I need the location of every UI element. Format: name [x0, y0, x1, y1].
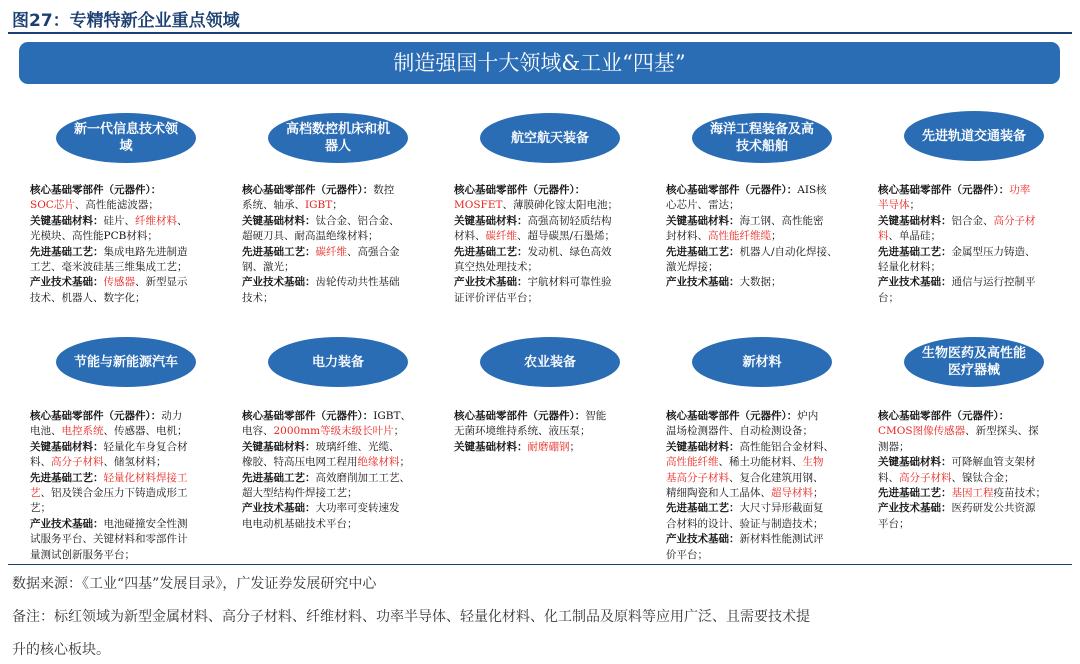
category-label: 产业技术基础：	[454, 276, 528, 289]
remark-line-2: 升的核心板块。	[12, 642, 110, 658]
description-text: 数控	[373, 184, 395, 196]
field-description-5	[878, 183, 1078, 306]
highlighted-term: MOSFET	[454, 199, 503, 212]
description-text: 料、	[878, 471, 899, 484]
description-line	[878, 198, 1078, 213]
description-line	[666, 214, 866, 229]
description-line	[666, 517, 866, 532]
description-line	[666, 409, 866, 424]
highlighted-term: CMOS图像传感器	[878, 425, 966, 438]
description-text: 工艺、毫米波硅基三维集成工艺；	[30, 261, 188, 274]
description-line	[666, 245, 866, 260]
field-description-7	[242, 409, 442, 532]
field-description-2	[242, 183, 442, 306]
description-text: 大尺寸异形截面复	[739, 502, 824, 515]
highlighted-term: 艺	[30, 487, 41, 500]
description-line	[30, 291, 230, 306]
footer-divider	[8, 564, 1072, 565]
description-text: 橡胶、特高压电网工程用	[242, 456, 358, 469]
category-label: 先进基础工艺：	[878, 245, 952, 258]
description-text: 高强高韧轻质结构	[527, 214, 612, 227]
description-line	[666, 501, 866, 516]
description-line	[242, 183, 442, 198]
description-line	[666, 486, 866, 501]
highlighted-term: 生物	[802, 456, 824, 469]
description-line	[878, 275, 1078, 290]
field-description-3	[454, 183, 654, 306]
field-oval-8: 农业装备	[480, 337, 620, 387]
description-text: 轻量化材料；	[878, 261, 941, 274]
description-text: 通信与运行控制平	[951, 276, 1036, 289]
category-label: 关键基础材料：	[242, 214, 316, 227]
highlighted-term: 功率	[1009, 184, 1031, 196]
description-line	[454, 424, 654, 439]
description-line	[666, 532, 866, 547]
category-label: 核心基础零部件（元器件）：	[454, 184, 586, 196]
description-line	[454, 440, 654, 455]
highlighted-term: 传感器	[103, 276, 135, 289]
description-text: 电池、	[30, 425, 62, 438]
category-label: 先进基础工艺：	[454, 245, 528, 258]
category-label: 产业技术基础：	[878, 502, 952, 515]
category-label: 核心基础零部件（元器件）：	[878, 410, 1010, 422]
description-text: 超硬刀具、耐高温绝缘材料；	[242, 230, 379, 243]
description-text: 艺；	[30, 502, 51, 515]
description-text: 炉内	[797, 410, 819, 422]
description-text: 机器人/自动化焊接、	[739, 245, 838, 258]
description-line	[242, 424, 442, 439]
description-line	[878, 291, 1078, 306]
description-text: 疫苗技术；	[993, 487, 1046, 500]
description-line	[30, 440, 230, 455]
category-label: 先进基础工艺：	[30, 471, 104, 484]
highlighted-term: IGBT	[305, 199, 333, 212]
field-description-4	[666, 183, 866, 291]
description-text: 平台；	[878, 517, 910, 530]
category-label: 关键基础材料：	[666, 214, 740, 227]
description-text: 、新型显示	[135, 276, 188, 289]
field-description-9	[666, 409, 866, 563]
description-text: ；	[813, 487, 824, 500]
category-label: 产业技术基础：	[30, 517, 104, 530]
description-line	[30, 517, 230, 532]
description-text: 系统、轴承、	[242, 199, 305, 212]
description-text: ；	[771, 230, 782, 243]
description-line	[878, 517, 1078, 532]
highlighted-term: 基高分子材料	[666, 471, 729, 484]
highlighted-term: 料	[878, 230, 889, 243]
category-label: 关键基础材料：	[666, 440, 740, 453]
description-line	[666, 440, 866, 455]
category-label: 产业技术基础：	[666, 276, 740, 289]
category-label: 核心基础零部件（元器件）：	[30, 410, 162, 422]
description-line	[878, 424, 1078, 439]
description-line	[454, 245, 654, 260]
category-label: 核心基础零部件（元器件）：	[242, 410, 374, 422]
description-text: 医药研发公共资源	[951, 502, 1036, 515]
description-line	[878, 471, 1078, 486]
description-text: ；	[569, 440, 580, 453]
description-text: 、高性能滤波器；	[74, 199, 159, 212]
banner-title: 制造强国十大领域&工业“四基”	[19, 42, 1060, 84]
description-line	[242, 260, 442, 275]
category-label: 产业技术基础：	[242, 276, 316, 289]
description-text: 、薄膜砷化镓太阳电池；	[502, 199, 619, 212]
description-text: 发动机、绿色高效	[527, 245, 612, 258]
highlighted-term: 轻量化材料焊接工	[103, 471, 188, 484]
description-text: 可降解血管支架材	[951, 456, 1036, 469]
category-label: 先进基础工艺：	[30, 245, 104, 258]
description-line	[878, 501, 1078, 516]
description-text: 大数据；	[739, 276, 782, 289]
field-oval-1: 新一代信息技术领域	[56, 113, 196, 163]
description-text: 、超导碳黑/石墨烯；	[517, 230, 616, 243]
highlighted-term: 电控系统	[61, 425, 104, 438]
highlighted-term: 碳纤维	[485, 230, 517, 243]
description-line	[30, 183, 230, 198]
description-text: 材料、	[454, 230, 486, 243]
description-line	[454, 275, 654, 290]
description-line	[242, 455, 442, 470]
description-text: 金属型压力铸造、	[951, 245, 1036, 258]
description-text: AIS核	[797, 184, 827, 196]
description-line	[878, 409, 1078, 424]
description-text: 钛合金、铝合金、	[315, 214, 400, 227]
category-label: 先进基础工艺：	[242, 245, 316, 258]
description-line	[666, 424, 866, 439]
description-line	[30, 486, 230, 501]
figure-title: 图27：专精特新企业重点领域	[12, 11, 240, 31]
description-line	[242, 409, 442, 424]
category-label: 关键基础材料：	[878, 214, 952, 227]
description-text: 真空热处理技术；	[454, 261, 538, 274]
title-divider	[8, 32, 1072, 34]
description-line	[30, 198, 230, 213]
description-line	[454, 183, 654, 198]
description-text: 精细陶瓷和人工晶体、	[666, 487, 771, 500]
description-line	[666, 548, 866, 563]
description-line	[878, 486, 1078, 501]
category-label: 关键基础材料：	[30, 214, 104, 227]
description-line	[454, 291, 654, 306]
description-text: 合材料的设计、验证与制造技术；	[666, 517, 824, 530]
category-label: 核心基础零部件（元器件）：	[242, 184, 374, 196]
category-label: 关键基础材料：	[30, 440, 104, 453]
description-line	[242, 440, 442, 455]
description-text: 海工钢、高性能密	[739, 214, 824, 227]
description-text: 智能	[585, 410, 607, 422]
description-line	[242, 229, 442, 244]
description-line	[30, 245, 230, 260]
description-line	[242, 245, 442, 260]
description-text: 、镍钛合金；	[951, 471, 1015, 484]
description-text: 高性能铝合金材料、	[739, 440, 834, 453]
category-label: 核心基础零部件（元器件）：	[666, 410, 798, 422]
description-line	[666, 260, 866, 275]
description-line	[878, 260, 1078, 275]
description-text: 、	[177, 214, 188, 227]
description-line	[30, 229, 230, 244]
field-oval-9: 新材料	[692, 337, 832, 387]
description-line	[454, 214, 654, 229]
description-text: ；	[332, 199, 343, 212]
description-line	[242, 198, 442, 213]
description-line	[30, 501, 230, 516]
description-text: 技术、机器人、数字化；	[30, 291, 146, 304]
description-line	[242, 214, 442, 229]
description-text: 齿轮传动共性基础	[315, 276, 400, 289]
description-text: 、新型探头、探	[965, 425, 1039, 438]
description-line	[30, 409, 230, 424]
description-text: 轻量化车身复合材	[103, 440, 188, 453]
description-text: 料、	[30, 456, 51, 469]
description-line	[30, 548, 230, 563]
description-text: 玻璃纤维、光缆、	[315, 440, 400, 453]
description-text: 、复合化建筑用钢、	[729, 471, 824, 484]
description-line	[878, 455, 1078, 470]
category-label: 先进基础工艺：	[878, 487, 952, 500]
description-line	[242, 471, 442, 486]
description-line	[242, 517, 442, 532]
description-line	[454, 229, 654, 244]
description-text: 集成电路先进制造	[103, 245, 188, 258]
highlighted-term: 碳纤维	[315, 245, 347, 258]
description-line	[666, 275, 866, 290]
field-oval-5: 先进轨道交通装备	[904, 111, 1044, 161]
highlighted-term: 高分子材料	[51, 456, 104, 469]
description-text: 、单晶硅；	[888, 230, 941, 243]
description-text: 、稀土功能材料、	[718, 456, 803, 469]
category-label: 核心基础零部件（元器件）：	[666, 184, 798, 196]
category-label: 核心基础零部件（元器件）：	[454, 410, 586, 422]
description-text: 电容、	[242, 425, 274, 438]
description-line	[878, 229, 1078, 244]
description-text: 、高强合金	[347, 245, 400, 258]
description-text: 大功率可变转速发	[315, 502, 400, 515]
field-description-10	[878, 409, 1078, 532]
highlighted-term: 2000mm等级末级长叶片	[273, 425, 394, 438]
description-text: 试服务平台、关键材料和零部件计	[30, 533, 188, 546]
description-line	[454, 260, 654, 275]
description-text: 、铝及镁合金压力下铸造成形工	[40, 487, 188, 500]
description-text: ；	[399, 456, 410, 469]
category-label: 产业技术基础：	[878, 276, 952, 289]
description-text: 钢、激光；	[242, 261, 295, 274]
category-label: 核心基础零部件（元器件）：	[878, 184, 1010, 196]
field-description-6	[30, 409, 230, 563]
field-oval-6: 节能与新能源汽车	[56, 337, 196, 387]
description-text: 证评价评估平台；	[454, 291, 538, 304]
highlighted-term: 基因工程	[951, 487, 994, 500]
category-label: 关键基础材料：	[454, 214, 528, 227]
description-text: 价平台；	[666, 548, 708, 561]
category-label: 产业技术基础：	[666, 533, 740, 546]
description-text: 技术；	[242, 291, 274, 304]
description-line	[666, 455, 866, 470]
description-line	[666, 229, 866, 244]
category-label: 核心基础零部件（元器件）：	[30, 184, 162, 196]
description-text: 测器；	[878, 440, 910, 453]
field-oval-7: 电力装备	[268, 337, 408, 387]
description-text: ；	[393, 425, 405, 438]
description-line	[666, 198, 866, 213]
description-text: 动力	[161, 410, 183, 422]
description-text: 心芯片、雷达；	[666, 199, 740, 212]
description-text: 铝合金、	[951, 214, 994, 227]
description-line	[878, 183, 1078, 198]
description-line	[30, 214, 230, 229]
description-text: 温场检测器件、自动检测设备；	[666, 425, 813, 438]
description-line	[30, 260, 230, 275]
description-text: 、储氢材料；	[103, 456, 167, 469]
description-line	[30, 532, 230, 547]
description-text: 电池碰撞安全性测	[103, 517, 188, 530]
category-label: 关键基础材料：	[454, 440, 528, 453]
category-label: 先进基础工艺：	[666, 502, 740, 515]
description-text: 光模块、高性能PCB材料；	[30, 230, 158, 243]
description-line	[878, 214, 1078, 229]
description-text: 封材料、	[666, 230, 708, 243]
highlighted-term: 绝缘材料	[357, 456, 400, 469]
description-text: 新材料性能测试评	[739, 533, 824, 546]
source-note: 数据来源：《工业“四基”发展目录》，广发证券发展研究中心	[12, 576, 377, 592]
category-label: 关键基础材料：	[242, 440, 316, 453]
description-line	[666, 471, 866, 486]
description-text: 硅片、	[103, 214, 135, 227]
field-oval-4: 海洋工程装备及高技术船舶	[692, 113, 832, 163]
description-text: 激光焊接；	[666, 261, 719, 274]
category-label: 产业技术基础：	[242, 502, 316, 515]
field-oval-2: 高档数控机床和机器人	[268, 113, 408, 163]
remark-line-1: 备注：标红领域为新型金属材料、高分子材料、纤维材料、功率半导体、轻量化材料、化工制品及原料等应用广泛、且需要技术提	[12, 609, 810, 625]
description-line	[878, 440, 1078, 455]
highlighted-term: 纤维材料	[135, 214, 177, 227]
description-text: IGBT、	[373, 410, 412, 422]
field-oval-3: 航空航天装备	[480, 113, 620, 163]
description-text: 台；	[878, 291, 899, 304]
description-line	[242, 486, 442, 501]
highlighted-term: 高分子材	[993, 214, 1036, 227]
description-line	[30, 424, 230, 439]
highlighted-term: 高性能纤维缆	[708, 230, 771, 243]
category-label: 先进基础工艺：	[666, 245, 740, 258]
description-text: ；	[909, 199, 920, 212]
description-line	[666, 183, 866, 198]
highlighted-term: 耐磨硼钢	[527, 440, 570, 453]
category-label: 先进基础工艺：	[242, 471, 316, 484]
description-line	[242, 291, 442, 306]
description-line	[878, 245, 1078, 260]
description-text: 高效磨削加工工艺、	[315, 471, 410, 484]
field-oval-10: 生物医药及高性能医疗器械	[904, 337, 1044, 387]
description-line	[30, 275, 230, 290]
description-text: 宇航材料可靠性验	[527, 276, 612, 289]
field-description-8	[454, 409, 654, 455]
category-label: 关键基础材料：	[878, 456, 952, 469]
description-line	[454, 198, 654, 213]
description-text: 电电动机基础技术平台；	[242, 517, 358, 530]
category-label: 产业技术基础：	[30, 276, 104, 289]
description-line	[242, 501, 442, 516]
field-description-1	[30, 183, 230, 306]
description-line	[242, 275, 442, 290]
highlighted-term: 高分子材料	[899, 471, 952, 484]
description-text: 量测试创新服务平台；	[30, 548, 135, 561]
description-line	[454, 409, 654, 424]
description-line	[30, 471, 230, 486]
description-line	[30, 455, 230, 470]
description-text: 无菌环境维持系统、液压泵；	[454, 425, 591, 438]
highlighted-term: 超导材料	[771, 487, 813, 500]
highlighted-term: 高性能纤维	[666, 456, 719, 469]
highlighted-term: SOC芯片	[30, 199, 75, 212]
description-text: 、传感器、电机；	[103, 425, 188, 438]
description-text: 超大型结构件焊接工艺；	[242, 487, 358, 500]
highlighted-term: 半导体	[878, 199, 910, 212]
